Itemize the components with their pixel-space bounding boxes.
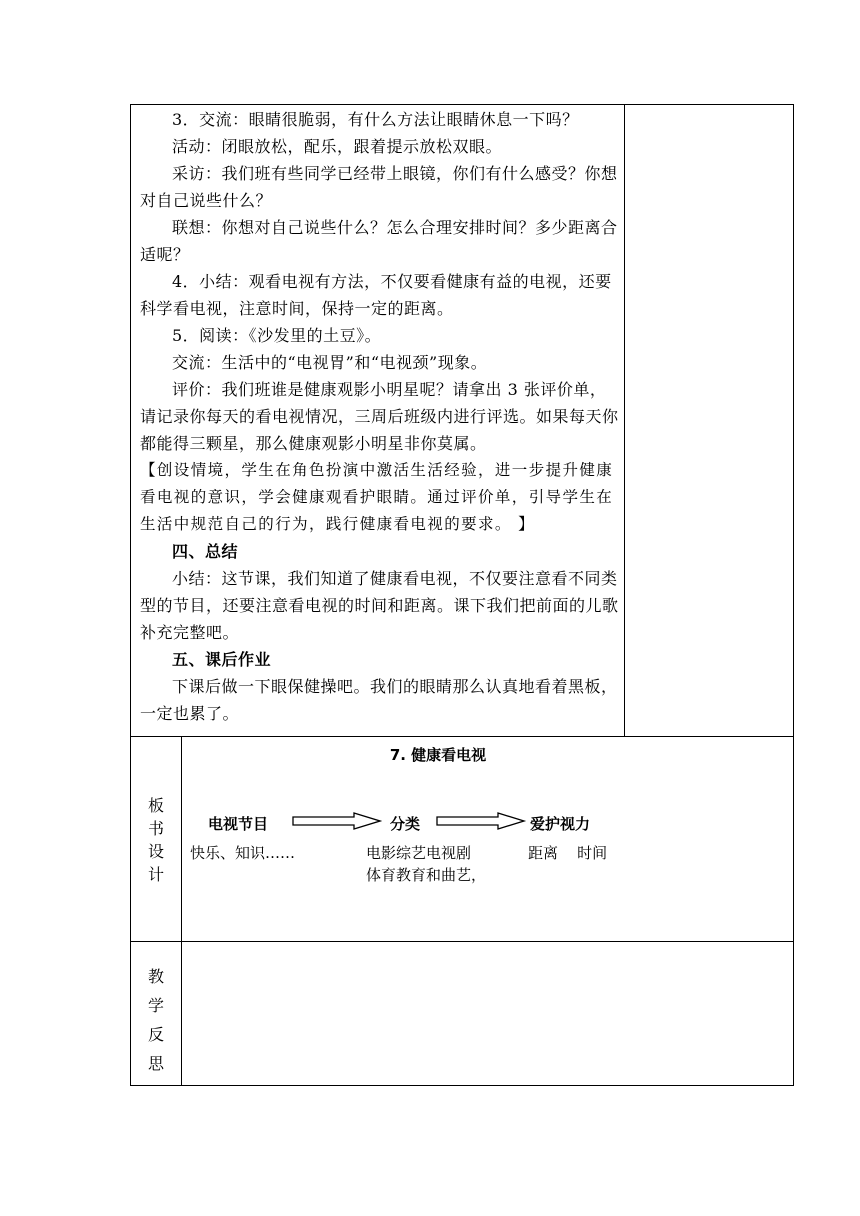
section-title-summary: 四、总结: [172, 542, 239, 561]
reflection-label-char: 思: [147, 1054, 164, 1073]
section-title-homework: 五、课后作业: [172, 650, 272, 669]
paragraph-activity: 活动：闭眼放松，配乐，跟着提示放松双眼。: [172, 137, 503, 156]
board-node-protect-vision: 爱护视力: [530, 815, 591, 833]
reflection-label: [131, 962, 181, 1078]
board-sub-joy-knowledge: 快乐、知识……: [190, 844, 296, 862]
paragraph-conclusion: 小结：这节课，我们知道了健康看电视，不仅要注意看不同类型的节目，还要注意看电视的时间和距离。课下我们把前面的儿歌补充完整吧。: [140, 569, 619, 642]
paragraph-interview: 采访：我们班有些同学已经带上眼镜，你们有什么感受？你想对自己说些什么？: [140, 164, 618, 210]
board-node-tv-programs: 电视节目: [208, 815, 269, 833]
right-arrow-icon: [436, 811, 528, 831]
board-sub-distance-time: 距离 时间: [528, 844, 608, 862]
paragraph-associate: 联想：你想对自己说些什么？怎么合理安排时间？多少距离合适呢？: [140, 218, 618, 264]
reflection-label-char: 学: [147, 996, 164, 1015]
paragraph-evaluation: 评价：我们班谁是健康观影小明星呢？请拿出 3 张评价单，请记录你每天的看电视情况，三周后班级内进行评选。如果每天你都能得三颗星，那么健康观影小明星非你莫属。: [140, 380, 619, 453]
paragraph-exchange: 3．交流：眼睛很脆弱，有什么方法让眼睛休息一下吗？: [172, 110, 579, 129]
design-intent-note: 【创设情境，学生在角色扮演中激活生活经验，进一步提升健康看电视的意识，学会健康观看护眼睛。通过评价单，引导学生在生活中规范自己的行为，践行健康看电视的要求。 】: [140, 461, 614, 533]
board-label-char: 书: [147, 819, 164, 838]
board-title: 7. 健康看电视: [389, 746, 487, 764]
paragraph-summary: 4．小结：观看电视有方法，不仅要看健康有益的电视，还要科学看电视，注意时间，保持一定的距离。: [140, 272, 612, 318]
column-divider-label: [181, 736, 182, 1086]
board-design-label: [131, 794, 181, 886]
row-divider-board: [130, 736, 794, 737]
board-sub-genres-line2: 体育教育和曲艺，: [366, 866, 487, 884]
paragraph-discussion: 交流：生活中的“电视胃”和“电视颈”现象。: [172, 353, 488, 372]
column-divider-notes: [624, 104, 625, 736]
paragraph-reading: 5．阅读：《沙发里的土豆》。: [172, 326, 382, 345]
board-label-char: 计: [147, 865, 164, 884]
reflection-label-char: 反: [147, 1025, 164, 1044]
paragraph-homework: 下课后做一下眼保健操吧。我们的眼睛那么认真地看着黑板，一定也累了。: [140, 677, 618, 723]
board-sub-genres-line1: 电影综艺电视剧: [366, 844, 472, 862]
board-label-char: 设: [147, 842, 164, 861]
reflection-label-char: 教: [147, 967, 164, 986]
board-label-char: 板: [147, 796, 164, 815]
lesson-content: [140, 106, 622, 727]
right-arrow-icon: [292, 811, 384, 831]
row-divider-reflection: [130, 941, 794, 942]
board-node-categories: 分类: [390, 815, 421, 833]
